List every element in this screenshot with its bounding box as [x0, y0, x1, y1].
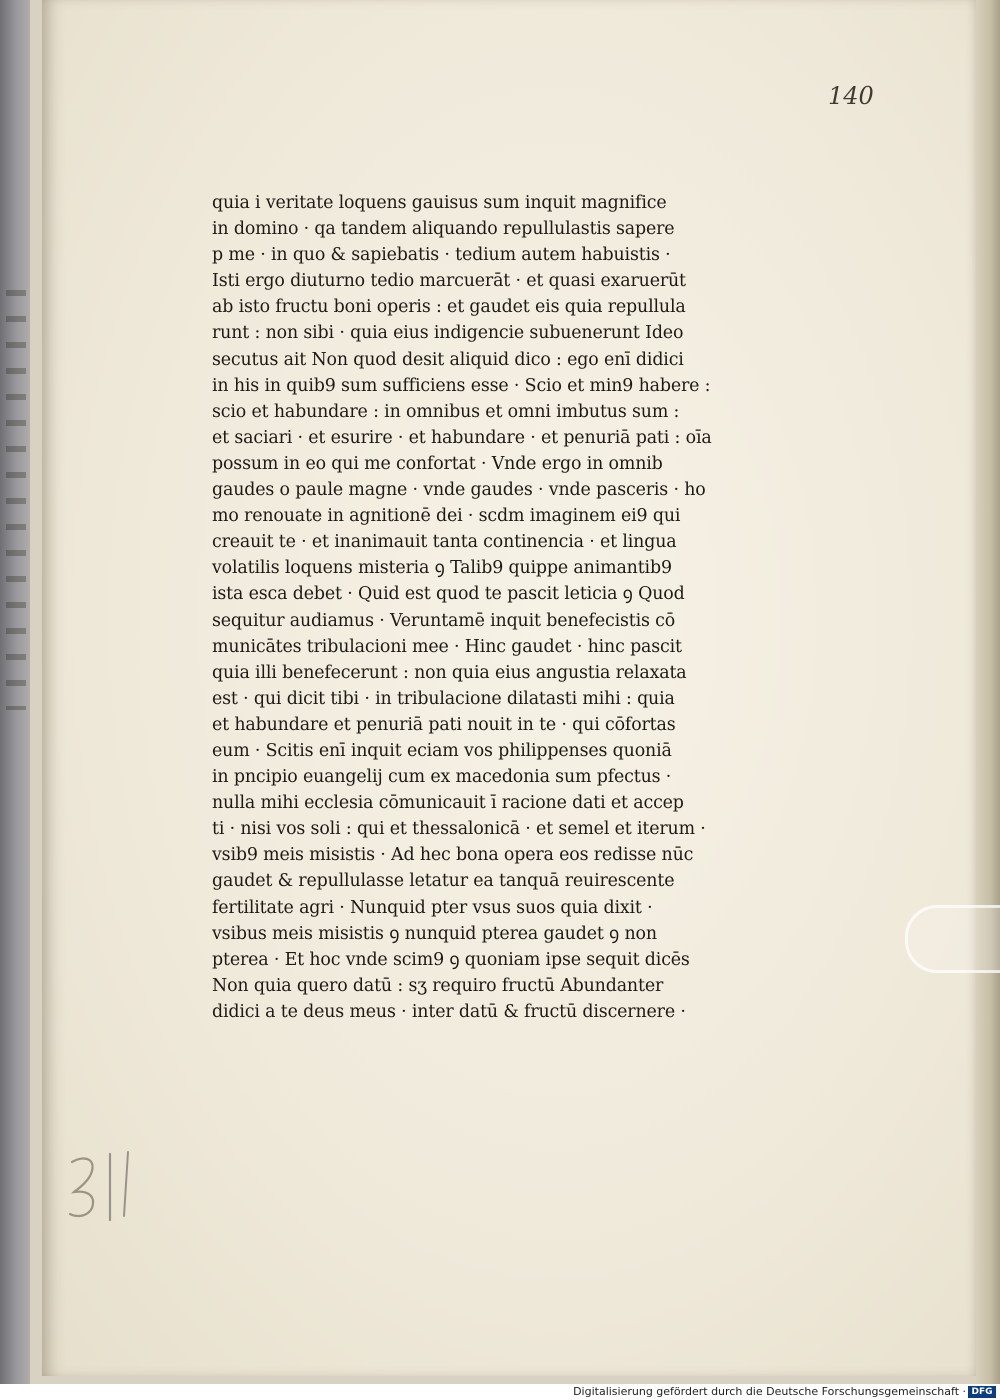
text-line-content: municātes tribulacioni mee · Hinc gaudet · hinc pascit — [212, 636, 682, 657]
text-line — [212, 686, 722, 712]
text-line — [212, 451, 722, 477]
text-line-content: secutus ait Non quod desit aliquid dico : ego enī didici — [212, 349, 684, 370]
previous-page-edge-marks — [6, 290, 26, 710]
text-line — [212, 868, 722, 894]
text-line — [212, 268, 722, 294]
text-line — [212, 842, 722, 868]
text-block — [212, 190, 722, 1025]
text-line — [212, 425, 722, 451]
text-line-content: volatilis loquens misteria ꝯ Talib9 quippe animantib9 — [212, 558, 672, 579]
text-line — [212, 294, 722, 320]
text-line-content: fertilitate agri · Nunquid pter vsus suos quia dixit · — [212, 897, 653, 918]
text-line — [212, 373, 722, 399]
digitization-credit: Digitalisierung gefördert durch die Deutsche Forschungsgemeinschaft · — [573, 1385, 966, 1398]
text-line — [212, 895, 722, 921]
text-line — [212, 712, 722, 738]
text-line — [212, 947, 722, 973]
text-line — [212, 399, 722, 425]
text-line — [212, 190, 722, 216]
text-line-content: ista esca debet · Quid est quod te pascit leticia ꝯ Quod — [212, 584, 685, 605]
text-line — [212, 320, 722, 346]
text-line — [212, 973, 722, 999]
right-leaf-edge — [976, 0, 1000, 1384]
text-line-content: eum · Scitis enī inquit eciam vos philippenses quoniā — [212, 740, 672, 761]
text-line-content: est · qui dicit tibi · in tribulacione dilatasti mihi : quia — [212, 688, 675, 709]
text-line — [212, 347, 722, 373]
text-line-content: pterea · Et hoc vnde scim9 ꝯ quoniam ipse sequit dicēs — [212, 949, 690, 970]
text-line-content: ab isto fructu boni operis : et gaudet eis quia repullula — [212, 297, 686, 318]
text-line — [212, 242, 722, 268]
text-line — [212, 790, 722, 816]
text-line — [212, 581, 722, 607]
text-line-content: Non quia quero datū : sʒ requiro fructū Abundanter — [212, 975, 664, 996]
text-line-content: in pncipio euangelij cum ex macedonia sum pfectus · — [212, 767, 672, 788]
text-line-content: ti · nisi vos soli : qui et thessalonicā · et semel et iterum · — [212, 819, 706, 840]
text-line-content: quia illi benefecerunt : non quia eius angustia relaxata — [212, 662, 687, 683]
text-line-content: gaudes o paule magne · vnde gaudes · vnde pasceris · ho — [212, 480, 706, 501]
text-line-content: in his in quib9 sum sufficiens esse · Scio et min9 habere : — [212, 375, 711, 396]
text-line — [212, 216, 722, 242]
text-line-content: et saciari · et esurire · et habundare · et penuriā pati : oīa — [212, 427, 712, 448]
text-line-content: vsib9 meis misistis · Ad hec bona opera eos redisse nūc — [212, 845, 694, 866]
text-line-content: p me · in quo & sapiebatis · tedium autem habuistis · — [212, 245, 671, 266]
text-line — [212, 608, 722, 634]
text-line-content: quia i veritate loquens gauisus sum inquit magnifice — [212, 193, 667, 213]
text-line-content: sequitur audiamus · Veruntamē inquit benefecistis cō — [212, 610, 676, 631]
text-line — [212, 738, 722, 764]
text-line-content: nulla mihi ecclesia cōmunicauit ī racione dati et accep — [212, 793, 684, 814]
text-line — [212, 816, 722, 842]
text-line-content: gaudet & repullulasse letatur ea tanquā reuirescente — [212, 871, 675, 892]
text-line — [212, 529, 722, 555]
text-line — [212, 634, 722, 660]
text-line-content: runt : non sibi · quia eius indigencie subuenerunt Ideo — [212, 323, 684, 344]
text-line-content: possum in eo qui me confortat · Vnde ergo in omnib — [212, 453, 663, 474]
text-line-content: creauit te · et inanimauit tanta continencia · et lingua — [212, 532, 677, 553]
dfg-logo: DFG — [968, 1386, 996, 1398]
text-line — [212, 999, 722, 1025]
text-line-content: vsibus meis misistis ꝯ nunquid pterea gaudet ꝯ non — [212, 923, 657, 944]
text-line — [212, 660, 722, 686]
text-line-content: scio et habundare : in omnibus et omni imbutus sum : — [212, 401, 680, 422]
text-line — [212, 477, 722, 503]
folio-number: 140 — [828, 82, 874, 110]
text-line — [212, 764, 722, 790]
text-line-content: et habundare et penuriā pati nouit in te · qui cōfortas — [212, 714, 676, 735]
text-line-content: in domino · qa tandem aliquando repullulastis sapere — [212, 219, 675, 240]
text-line — [212, 555, 722, 581]
text-line — [212, 503, 722, 529]
text-line-content: mo renouate in agnitionē dei · scdm imaginem ei9 qui — [212, 506, 681, 527]
text-line-content: Isti ergo diuturno tedio marcuerāt · et quasi exaruerūt — [212, 271, 686, 292]
text-line — [212, 921, 722, 947]
pencil-mark-icon — [66, 1150, 146, 1222]
page-clip — [905, 905, 1000, 973]
text-line-content: didici a te deus meus · inter datū & fructū discernere · — [212, 1001, 686, 1022]
